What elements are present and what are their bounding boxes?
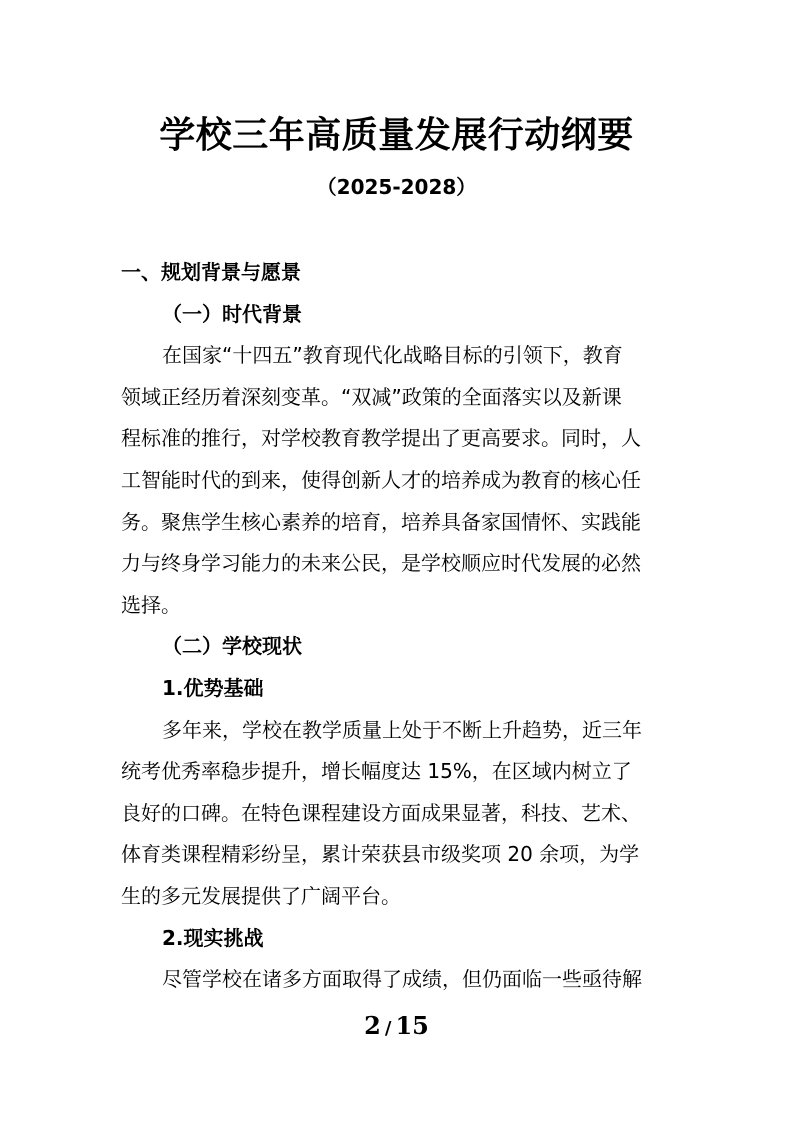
paragraph-line: 生的多元发展提供了广阔平台。 (121, 883, 401, 908)
paragraph-line: 选择。 (121, 592, 181, 617)
paragraph-line: 体育类课程精彩纷呈，累计荣获县市级奖项 20 余项，为学 (121, 842, 640, 867)
paragraph-line: 统考优秀率稳步提升，增长幅度达 15%，在区域内树立了 (121, 759, 632, 784)
document-subtitle: （2025-2028） (316, 175, 477, 199)
page-number (0, 1008, 793, 1047)
total-pages-number: 15 (395, 1011, 429, 1040)
paragraph-line: 领域正经历着深刻变革。“双减”政策的全面落实以及新课 (121, 384, 622, 409)
current-page-number: 2 (364, 1011, 381, 1040)
paragraph-line: 务。聚焦学生核心素养的培育，培养具备家国情怀、实践能 (121, 509, 641, 534)
sub-heading-challenge: 2.现实挑战 (162, 925, 264, 950)
paragraph-line: 工智能时代的到来，使得创新人才的培养成为教育的核心任 (121, 467, 641, 492)
paragraph-line: 力与终身学习能力的未来公民，是学校顺应时代发展的必然 (121, 551, 641, 576)
subsection-heading-status: （二）学校现状 (162, 634, 302, 659)
page-separator: / (384, 1018, 392, 1039)
paragraph-line: 良好的口碑。在特色课程建设方面成果显著，科技、艺术、 (121, 800, 641, 825)
paragraph-line: 程标准的推行，对学校教育教学提出了更高要求。同时，人 (121, 426, 641, 451)
paragraph-line: 多年来，学校在教学质量上处于不断上升趋势，近三年 (162, 717, 642, 742)
sub-heading-advantage: 1.优势基础 (162, 675, 264, 700)
document-title: 学校三年高质量发展行动纲要 (159, 115, 634, 156)
paragraph-line: 尽管学校在诸多方面取得了成绩，但仍面临一些亟待解 (162, 967, 642, 992)
document-body (121, 252, 674, 1001)
subsection-heading-era: （一）时代背景 (162, 301, 302, 326)
section-heading-background: 一、规划背景与愿景 (121, 260, 301, 284)
paragraph-line: 在国家“十四五”教育现代化战略目标的引领下，教育 (162, 343, 623, 368)
